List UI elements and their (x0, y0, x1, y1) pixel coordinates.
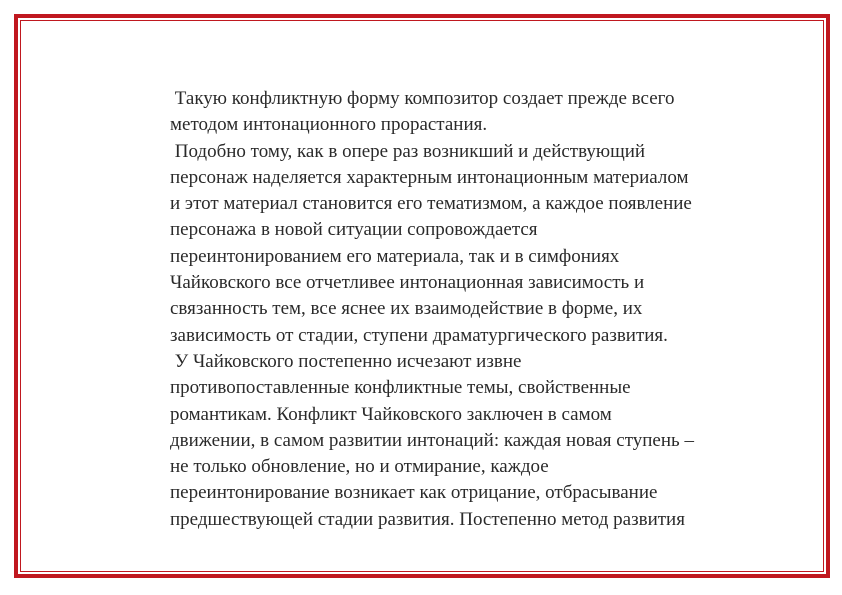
text-line: переинтонированием его материала, так и в симфониях (170, 245, 620, 267)
text-line: и этот материал становится его тематизмом, а каждое появление (170, 193, 692, 215)
text-line: Подобно тому, как в опере раз возникший и действующий (170, 140, 646, 162)
text-line: персонажа в новой ситуации сопровождается (170, 219, 538, 241)
text-line: романтикам. Конфликт Чайковского заключен в самом (170, 403, 612, 425)
text-line: Чайковского все отчетливее интонационная зависимость и (170, 272, 645, 294)
text-line: движении, в самом развитии интонаций: каждая новая ступень – (170, 429, 694, 451)
text-line: не только обновление, но и отмирание, каждое (170, 456, 549, 478)
text-line: переинтонирование возникает как отрицание, отбрасывание (170, 482, 658, 504)
text-line: зависимость от стадии, ступени драматургического развития. (170, 324, 668, 346)
text-line: Такую конфликтную форму композитор создает прежде всего (170, 88, 675, 109)
text-line: связанность тем, все яснее их взаимодействие в форме, их (170, 298, 643, 320)
text-line: предшествующей стадии развития. Постепенно метод развития (170, 508, 685, 530)
text-line: персонаж наделяется характерным интонационным материалом (170, 166, 689, 188)
text-line: методом интонационного прорастания. (170, 114, 488, 136)
body-text (170, 86, 790, 533)
text-line: противопоставленные конфликтные темы, свойственные (170, 377, 631, 399)
text-line: У Чайковского постепенно исчезают извне (170, 350, 522, 372)
